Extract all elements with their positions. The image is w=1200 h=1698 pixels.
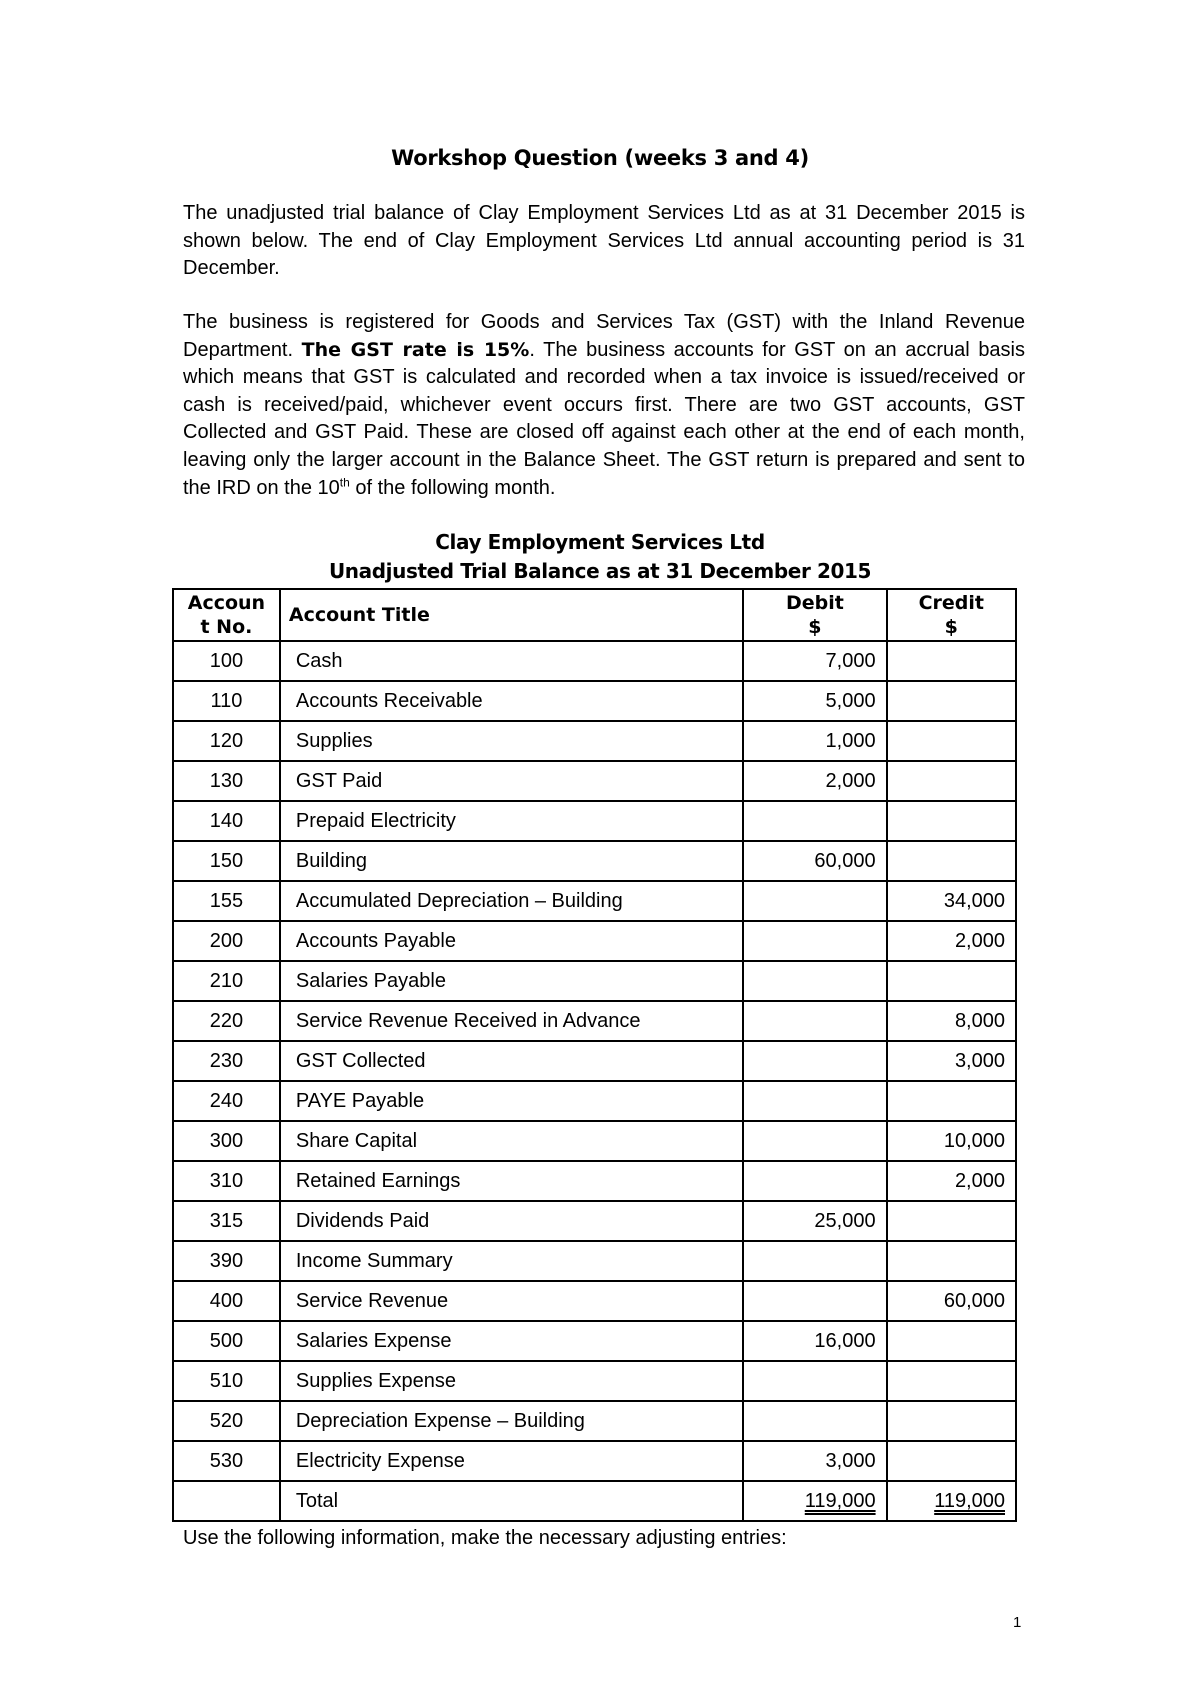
header-credit: Credit $ — [887, 589, 1016, 641]
instruction-text: Use the following information, make the necessary adjusting entries: — [183, 1527, 787, 1549]
table-row — [173, 681, 1016, 721]
cell-account-title: Electricity Expense — [280, 1441, 743, 1481]
cell-debit — [743, 1241, 886, 1281]
total-row — [173, 1481, 1016, 1521]
total-debit-value: 119,000 — [804, 1489, 876, 1512]
cell-account-title: Supplies — [280, 721, 743, 761]
cell-account-no: 120 — [173, 721, 280, 761]
cell-account-no: 155 — [173, 881, 280, 921]
gst-paragraph — [183, 309, 1025, 502]
cell-credit — [887, 1201, 1016, 1241]
cell-account-no: 150 — [173, 841, 280, 881]
cell-account-no: 400 — [173, 1281, 280, 1321]
cell-account-title: Accounts Payable — [280, 921, 743, 961]
cell-account-no: 510 — [173, 1361, 280, 1401]
cell-debit: 5,000 — [743, 681, 886, 721]
cell-account-title: Service Revenue Received in Advance — [280, 1001, 743, 1041]
table-row — [173, 1281, 1016, 1321]
cell-account-title: GST Collected — [280, 1041, 743, 1081]
table-row — [173, 881, 1016, 921]
cell-account-title: Accumulated Depreciation – Building — [280, 881, 743, 921]
cell-debit — [743, 921, 886, 961]
cell-account-title: Prepaid Electricity — [280, 801, 743, 841]
table-caption-company: Clay Employment Services Ltd — [435, 530, 765, 554]
cell-debit — [743, 1161, 886, 1201]
table-row — [173, 1401, 1016, 1441]
intro-paragraph: The unadjusted trial balance of Clay Employment Services Ltd as at 31 December 2015 is shown below. The end of Clay Employment Services Ltd annual accounting period is 31 December. — [183, 202, 1025, 279]
cell-debit — [743, 1121, 886, 1161]
table-row — [173, 1361, 1016, 1401]
cell-account-title: Accounts Receivable — [280, 681, 743, 721]
gst-rate-bold: The GST rate is 15% — [301, 338, 530, 361]
cell-account-no: 220 — [173, 1001, 280, 1041]
header-debit: Debit $ — [743, 589, 886, 641]
cell-account-title: Salaries Payable — [280, 961, 743, 1001]
cell-account-no: 100 — [173, 641, 280, 681]
cell-account-title: Share Capital — [280, 1121, 743, 1161]
table-row — [173, 1121, 1016, 1161]
cell-account-no: 390 — [173, 1241, 280, 1281]
cell-credit: 60,000 — [887, 1281, 1016, 1321]
page-number: 1 — [1013, 1614, 1022, 1631]
cell-debit — [743, 1281, 886, 1321]
cell-account-no: 530 — [173, 1441, 280, 1481]
superscript-th: th — [339, 474, 350, 489]
cell-debit — [743, 961, 886, 1001]
cell-account-no: 110 — [173, 681, 280, 721]
table-row — [173, 961, 1016, 1001]
gst-text-part1: The business is registered for Goods and Services Tax (GST) with the Inland Revenue Department. — [183, 311, 1025, 361]
header-account-title: Account Title — [280, 589, 743, 641]
total-credit — [887, 1481, 1016, 1521]
cell-account-no: 310 — [173, 1161, 280, 1201]
cell-debit — [743, 881, 886, 921]
cell-account-no: 300 — [173, 1121, 280, 1161]
cell-credit — [887, 721, 1016, 761]
cell-account-title: GST Paid — [280, 761, 743, 801]
table-row — [173, 1441, 1016, 1481]
cell-credit: 34,000 — [887, 881, 1016, 921]
table-row — [173, 1201, 1016, 1241]
cell-credit: 8,000 — [887, 1001, 1016, 1041]
total-credit-value: 119,000 — [934, 1489, 1005, 1512]
cell-account-title: Retained Earnings — [280, 1161, 743, 1201]
cell-credit — [887, 681, 1016, 721]
table-row — [173, 1321, 1016, 1361]
cell-account-no: 520 — [173, 1401, 280, 1441]
header-account-no: Accoun t No. — [173, 589, 280, 641]
cell-credit: 10,000 — [887, 1121, 1016, 1161]
table-row — [173, 1081, 1016, 1121]
table-row — [173, 1041, 1016, 1081]
cell-debit: 7,000 — [743, 641, 886, 681]
cell-credit — [887, 1241, 1016, 1281]
cell-debit: 3,000 — [743, 1441, 886, 1481]
page-title: Workshop Question (weeks 3 and 4) — [391, 146, 809, 170]
cell-debit: 25,000 — [743, 1201, 886, 1241]
table-header-row — [173, 589, 1016, 641]
cell-debit — [743, 1001, 886, 1041]
cell-account-title: Supplies Expense — [280, 1361, 743, 1401]
cell-debit — [743, 1041, 886, 1081]
cell-credit — [887, 1361, 1016, 1401]
cell-credit — [887, 1401, 1016, 1441]
cell-debit — [743, 1361, 886, 1401]
gst-text-part2: . The business accounts for GST on an accrual basis which means that GST is calculated and recorded when a tax invoice is issued/received or cash is received/paid, whichever event occurs first. There are two GST accounts, GST Collected and GST Paid. These are closed off against each other at the end of each month, leaving only the larger account in the Balance Sheet. The GST return is prepared and sent to the IRD on the 10 — [183, 338, 1026, 499]
cell-credit — [887, 641, 1016, 681]
cell-account-no: 500 — [173, 1321, 280, 1361]
table-row — [173, 1241, 1016, 1281]
cell-credit — [887, 841, 1016, 881]
cell-account-title: Cash — [280, 641, 743, 681]
table-row — [173, 721, 1016, 761]
cell-account-title: Service Revenue — [280, 1281, 743, 1321]
gst-text-part3: of the following month. — [349, 476, 556, 499]
cell-credit — [887, 961, 1016, 1001]
cell-account-no: 140 — [173, 801, 280, 841]
total-label: Total — [280, 1481, 743, 1521]
cell-debit: 60,000 — [743, 841, 886, 881]
cell-credit — [887, 1321, 1016, 1361]
cell-credit — [887, 801, 1016, 841]
total-account-no — [173, 1481, 280, 1521]
cell-account-title: Depreciation Expense – Building — [280, 1401, 743, 1441]
table-row — [173, 921, 1016, 961]
table-row — [173, 801, 1016, 841]
cell-account-no: 230 — [173, 1041, 280, 1081]
cell-debit — [743, 1081, 886, 1121]
table-row — [173, 841, 1016, 881]
cell-account-no: 200 — [173, 921, 280, 961]
cell-account-title: Building — [280, 841, 743, 881]
table-row — [173, 641, 1016, 681]
total-debit — [743, 1481, 886, 1521]
cell-debit: 16,000 — [743, 1321, 886, 1361]
cell-credit — [887, 1081, 1016, 1121]
cell-debit — [743, 801, 886, 841]
cell-debit — [743, 1401, 886, 1441]
cell-credit: 2,000 — [887, 921, 1016, 961]
cell-account-title: Income Summary — [280, 1241, 743, 1281]
table-row — [173, 1161, 1016, 1201]
trial-balance-table — [172, 588, 1017, 1522]
cell-credit — [887, 761, 1016, 801]
cell-credit: 2,000 — [887, 1161, 1016, 1201]
cell-debit: 1,000 — [743, 721, 886, 761]
cell-credit — [887, 1441, 1016, 1481]
cell-account-no: 210 — [173, 961, 280, 1001]
cell-debit: 2,000 — [743, 761, 886, 801]
table-row — [173, 761, 1016, 801]
table-caption-title: Unadjusted Trial Balance as at 31 December 2015 — [328, 559, 872, 583]
cell-account-no: 240 — [173, 1081, 280, 1121]
cell-account-title: Salaries Expense — [280, 1321, 743, 1361]
cell-account-no: 315 — [173, 1201, 280, 1241]
table-body — [173, 641, 1016, 1521]
cell-account-no: 130 — [173, 761, 280, 801]
table-row — [173, 1001, 1016, 1041]
cell-account-title: Dividends Paid — [280, 1201, 743, 1241]
cell-credit: 3,000 — [887, 1041, 1016, 1081]
cell-account-title: PAYE Payable — [280, 1081, 743, 1121]
